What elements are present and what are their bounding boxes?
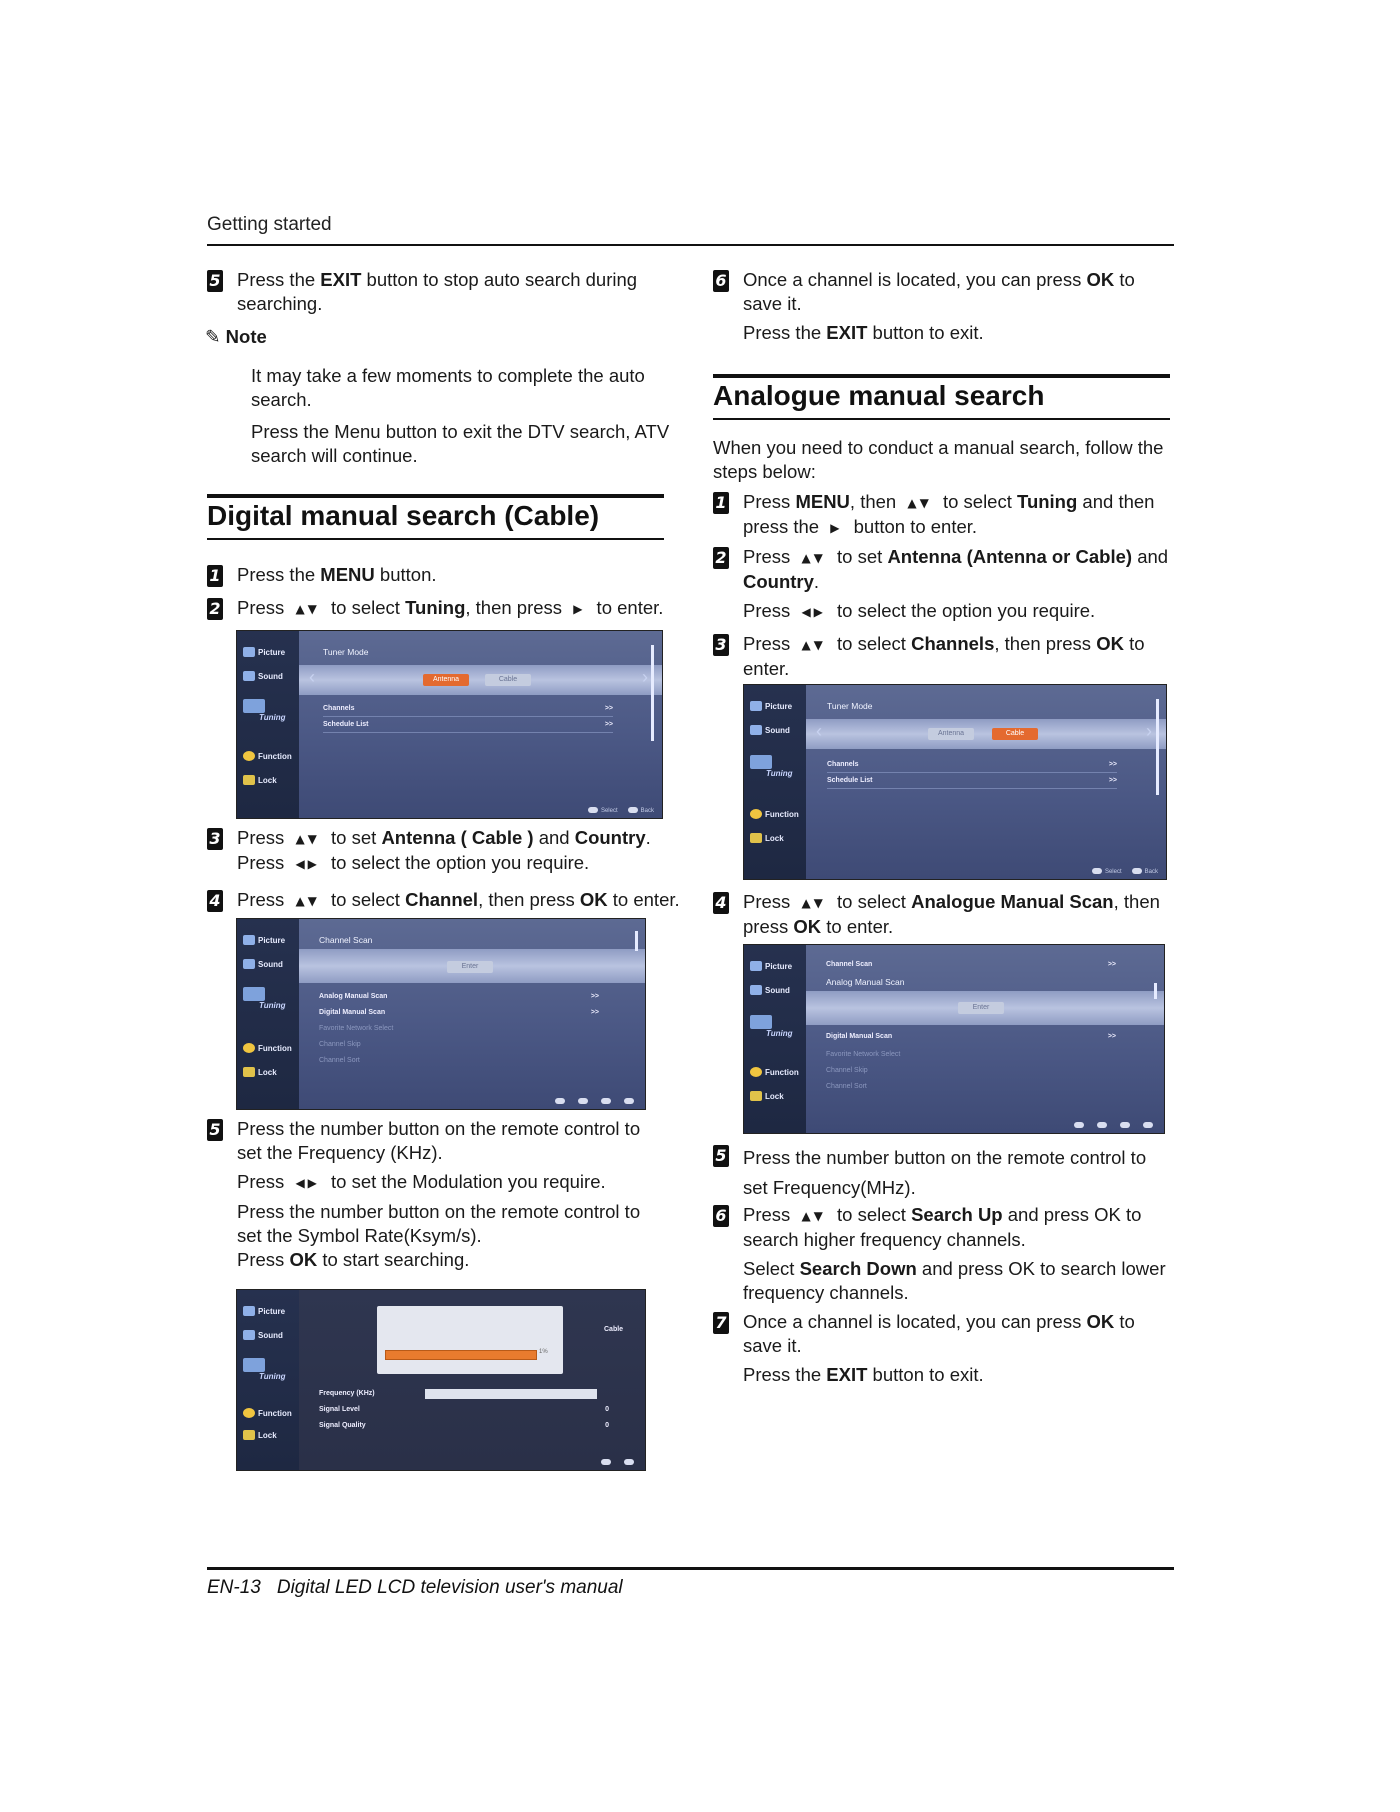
tv-cable-label: Cable [604, 1326, 624, 1333]
page-footer [207, 1577, 623, 1599]
note-text-1: It may take a few moments to complete the auto search. [251, 365, 645, 410]
step-text: Press ▲▼ to set Antenna (Antenna or Cable) and Country. Press ◀▶ to select the option you require. [743, 546, 1169, 621]
tv-footer-hints [591, 1459, 637, 1466]
tv-progress-pct: 1% [539, 1349, 548, 1355]
step-number: 1 [713, 492, 729, 514]
tv-sidebar [237, 1290, 299, 1470]
up-down-arrows-icon: ▲▼ [295, 832, 320, 846]
step-text: Once a channel is located, you can press OK to save it. Press the EXIT button to exit. [743, 1311, 1135, 1385]
step-number: 3 [207, 828, 223, 850]
up-down-arrows-icon: ▲▼ [295, 894, 320, 908]
tv-screenshot-tuner-mode-cable [743, 684, 1167, 880]
tv-menu-lock: Lock [243, 775, 277, 785]
tv-menu-lock: Lock [750, 833, 784, 843]
tv-screenshot-tuner-mode [236, 630, 663, 819]
tv-quality-row: Signal Quality 0 [319, 1422, 609, 1429]
step-number: 2 [713, 547, 729, 569]
tv-row-fav: Favorite Network Select [826, 1051, 901, 1058]
tv-menu-tuning: Tuning [243, 987, 286, 1010]
step-text: Press MENU, then ▲▼ to select Tuning and then press the ▶ button to enter. [743, 491, 1155, 537]
section-rule-top [713, 374, 1170, 378]
step-number: 3 [713, 634, 729, 656]
step-number: 5 [207, 270, 223, 292]
section-rule-bottom [713, 418, 1170, 420]
header-rule [207, 244, 1174, 246]
step-text: Press ▲▼ to set Antenna ( Cable ) and Country. Press ◀▶ to select the option you require. [237, 827, 651, 873]
up-down-arrows-icon: ▲▼ [295, 602, 320, 616]
tv-sidebar [744, 945, 806, 1133]
chevron-right-icon: › [1146, 721, 1152, 741]
tv-menu-function: Function [243, 751, 292, 761]
step-number: 6 [713, 1205, 729, 1227]
tv-menu-sound: Sound [750, 725, 790, 735]
tv-menu-picture: Picture [750, 701, 792, 711]
page-header: Getting started [207, 214, 332, 235]
tv-row-channel-scan: Channel Scan >> [826, 961, 1116, 968]
chevron-left-icon: ‹ [816, 721, 822, 741]
step-text: Press the number button on the remote control to set Frequency(MHz). [743, 1147, 1147, 1198]
step-number: 4 [713, 892, 729, 914]
tv-row-digital: Digital Manual Scan >> [319, 1009, 599, 1016]
tv-menu-picture: Picture [243, 935, 285, 945]
tv-row-channels: Channels >> [827, 761, 1117, 768]
tv-menu-lock: Lock [243, 1067, 277, 1077]
left-right-arrows-icon: ◀▶ [295, 1176, 320, 1190]
tv-row-skip: Channel Skip [826, 1067, 868, 1074]
tv-menu-function: Function [750, 809, 799, 819]
step-text: Press ▲▼ to select Analogue Manual Scan, then press OK to enter. [743, 891, 1160, 937]
right-arrow-icon: ▶ [830, 521, 843, 535]
tv-highlight-band [299, 665, 662, 695]
tv-title: Channel Scan [319, 935, 373, 945]
section-title-analogue: Analogue manual search [713, 380, 1045, 411]
tv-sidebar [237, 919, 299, 1109]
tv-row-fav: Favorite Network Select [319, 1025, 394, 1032]
tv-footer-hints [1064, 1122, 1156, 1129]
step-text: Press ▲▼ to select Channels, then press OK to enter. [743, 633, 1145, 679]
step-number: 5 [713, 1145, 729, 1167]
tv-menu-function: Function [750, 1067, 799, 1077]
tv-footer-hints [545, 1098, 637, 1105]
tv-footer-hints: Select Back [1082, 868, 1158, 875]
tv-row-schedule: Schedule List >> [323, 721, 613, 728]
step-number: 7 [713, 1312, 729, 1334]
tv-level-row: Signal Level 0 [319, 1406, 609, 1413]
note-text-2: Press the Menu button to exit the DTV search, ATV search will continue. [251, 421, 670, 466]
tv-enter-button: Enter [958, 1002, 1004, 1014]
note-heading: ✎ Note [205, 326, 267, 348]
tv-menu-tuning: Tuning [750, 755, 793, 778]
analogue-intro: When you need to conduct a manual search, follow the steps below: [713, 437, 1164, 482]
tv-menu-lock: Lock [243, 1430, 277, 1440]
tv-row-analog: Analog Manual Scan >> [319, 993, 599, 1000]
tv-footer-hints: Select Back [578, 807, 654, 814]
tv-cable-option: Cable [992, 728, 1038, 740]
tv-row-skip: Channel Skip [319, 1041, 361, 1048]
step-number: 6 [713, 270, 729, 292]
step-text: Press the MENU button. [237, 564, 437, 585]
tv-title: Tuner Mode [827, 701, 873, 711]
step-text: Press the EXIT button to stop auto search during searching. [237, 269, 638, 314]
tv-menu-lock: Lock [750, 1091, 784, 1101]
tv-highlight-band [806, 719, 1166, 749]
tv-enter-button: Enter [447, 961, 493, 973]
tv-cable-option: Cable [485, 674, 531, 686]
tv-freq-input [425, 1389, 597, 1399]
tv-row-channels: Channels >> [323, 705, 613, 712]
tv-menu-sound: Sound [750, 985, 790, 995]
step-text: Press ▲▼ to select Tuning, then press ▶ to enter. [237, 597, 664, 618]
tv-progress-dialog [377, 1306, 563, 1374]
footer-rule [207, 1567, 1174, 1570]
tv-screenshot-analog-scan [743, 944, 1165, 1134]
tv-freq-label: Frequency (KHz) [319, 1390, 375, 1397]
tv-menu-function: Function [243, 1043, 292, 1053]
step-text: Press ▲▼ to select Search Up and press OK to search higher frequency channels. Select Search Down and press OK to search lower frequency channels. [743, 1204, 1166, 1303]
tv-antenna-option: Antenna [423, 674, 469, 686]
up-down-arrows-icon: ▲▼ [801, 1209, 826, 1223]
tv-menu-sound: Sound [243, 671, 283, 681]
tv-antenna-option: Antenna [928, 728, 974, 740]
tv-row-sort: Channel Sort [826, 1083, 867, 1090]
step-text: Once a channel is located, you can press OK to save it. Press the EXIT button to exit. [743, 269, 1135, 343]
tv-menu-picture: Picture [243, 647, 285, 657]
pencil-icon: ✎ [205, 327, 221, 348]
tv-row-digital: Digital Manual Scan >> [826, 1033, 1116, 1040]
step-text: Press ▲▼ to select Channel, then press OK to enter. [237, 889, 680, 910]
step-text: Press the number button on the remote control to set the Frequency (KHz). Press ◀▶ to set the Modulation you require. Press the number button on the remote control to set the Symbol Rate(Ksym/s). Press OK to start searching. [237, 1118, 641, 1270]
up-down-arrows-icon: ▲▼ [801, 896, 826, 910]
tv-sidebar [237, 631, 299, 818]
chevron-left-icon: ‹ [309, 667, 315, 687]
section-rule-bottom [207, 538, 664, 540]
step-number: 1 [207, 565, 223, 587]
page-number: EN-13 [207, 1577, 261, 1598]
left-right-arrows-icon: ◀▶ [801, 605, 826, 619]
tv-title: Tuner Mode [323, 647, 369, 657]
tv-menu-tuning: Tuning [243, 1358, 286, 1381]
step-number: 4 [207, 890, 223, 912]
up-down-arrows-icon: ▲▼ [801, 638, 826, 652]
right-arrow-icon: ▶ [573, 602, 586, 616]
manual-title: Digital LED LCD television user's manual [276, 1577, 623, 1598]
section-title-digital: Digital manual search (Cable) [207, 500, 600, 531]
tv-sidebar [744, 685, 806, 879]
section-rule-top [207, 494, 664, 498]
step-number: 5 [207, 1119, 223, 1141]
tv-menu-sound: Sound [243, 1330, 283, 1340]
tv-row-sort: Channel Sort [319, 1057, 360, 1064]
tv-title: Analog Manual Scan [826, 977, 905, 987]
tv-screenshot-progress [236, 1289, 646, 1471]
tv-progress-bar [385, 1350, 537, 1360]
tv-menu-tuning: Tuning [243, 699, 286, 722]
up-down-arrows-icon: ▲▼ [801, 551, 826, 565]
step-number: 2 [207, 598, 223, 620]
left-right-arrows-icon: ◀▶ [295, 857, 320, 871]
tv-menu-tuning: Tuning [750, 1015, 793, 1038]
tv-menu-function: Function [243, 1408, 292, 1418]
tv-menu-sound: Sound [243, 959, 283, 969]
tv-screenshot-channel-scan [236, 918, 646, 1110]
up-down-arrows-icon: ▲▼ [907, 496, 932, 510]
chevron-right-icon: › [642, 667, 648, 687]
tv-row-schedule: Schedule List >> [827, 777, 1117, 784]
tv-menu-picture: Picture [750, 961, 792, 971]
tv-menu-picture: Picture [243, 1306, 285, 1316]
